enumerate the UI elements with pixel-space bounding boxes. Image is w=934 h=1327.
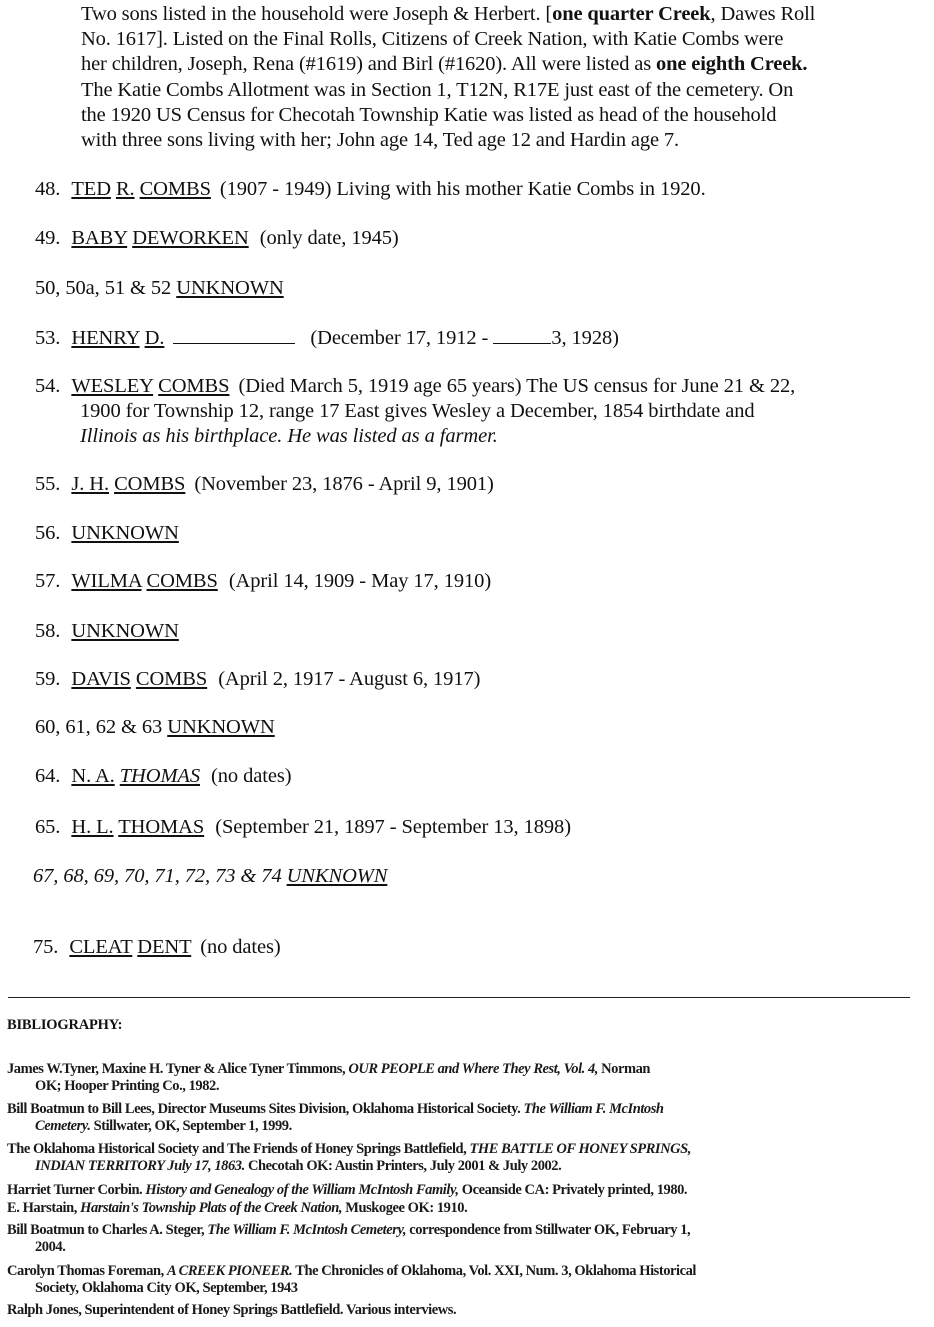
entry-number: 75.: [33, 936, 59, 958]
text: , Dawes Roll: [710, 3, 816, 25]
entry-details: (April 2, 1917 - August 6, 1917): [218, 668, 481, 690]
text: The Chronicles of Oklahoma, Vol. XXI, Num. 3, Oklahoma Historical: [292, 1263, 696, 1279]
entry-number: 65.: [35, 816, 61, 838]
entry-details: (no dates): [211, 765, 292, 787]
entry-name: H. L.: [71, 816, 114, 838]
entry-name: UNKNOWN: [286, 865, 388, 887]
entry-details: (Died March 5, 1919 age 65 years) The US census for June 21 & 22,: [238, 375, 796, 397]
entry-name: TED: [71, 178, 111, 200]
entry-number: 54.: [35, 375, 61, 397]
text: Norman: [597, 1061, 650, 1077]
text: The Oklahoma Historical Society and The Friends of Honey Springs Battlefield,: [7, 1141, 470, 1157]
entry-details: (no dates): [200, 936, 281, 958]
entry-details: 1900 for Township 12, range 17 East gives Wesley a December, 1854 birthdate and: [80, 400, 755, 422]
burial-entry-60-63: [35, 715, 275, 740]
bibliography-entry: [7, 1141, 917, 1176]
entry-details: (April 14, 1909 - May 17, 1910): [228, 570, 492, 592]
bibliography-entry: [7, 1222, 917, 1257]
entry-details: 3, 1928): [551, 327, 619, 349]
burial-entry-50-52: [35, 276, 284, 301]
text: OK; Hooper Printing Co., 1982.: [35, 1078, 219, 1095]
entry-name: UNKNOWN: [71, 620, 179, 642]
burial-entry-64: [35, 764, 291, 789]
text: E. Harstain,: [7, 1200, 81, 1216]
entry-name: COMBS: [146, 570, 218, 592]
section-divider: [8, 997, 910, 998]
burial-entry-53: [35, 325, 619, 351]
burial-entry-65: [35, 815, 571, 840]
entry-number: 56.: [35, 522, 61, 544]
title-text: The William F. McIntosh Cemetery,: [207, 1222, 407, 1238]
entry-number: 57.: [35, 570, 61, 592]
burial-entry-67-74: [33, 864, 387, 889]
text: Checotah OK: Austin Printers, July 2001 & July 2002.: [244, 1158, 562, 1175]
blank-surname-line: [173, 325, 295, 344]
emphasis-text: one eighth Creek.: [656, 53, 808, 76]
entry-name: N. A.: [71, 765, 115, 787]
entry-number: 49.: [35, 227, 61, 249]
title-text: A CREEK PIONEER.: [167, 1263, 293, 1279]
text: Carolyn Thomas Foreman,: [7, 1263, 167, 1279]
entry-name: BABY: [71, 227, 128, 249]
entry-name: THOMAS: [119, 765, 201, 787]
entry-number: 64.: [35, 765, 61, 787]
text: Muskogee OK: 1910.: [342, 1200, 468, 1216]
entry-details: Illinois as his birthplace. He was listed as a farmer.: [80, 425, 498, 447]
entry-name: UNKNOWN: [71, 522, 179, 544]
bibliography-entry: [7, 1182, 917, 1199]
entry-number: 53.: [35, 327, 61, 349]
entry-number: 50, 50a, 51 & 52: [35, 277, 172, 299]
entry-number: 67, 68, 69, 70, 71, 72, 73 & 74: [33, 865, 282, 887]
blank-date-line: [493, 325, 551, 344]
entry-number: 60, 61, 62 & 63: [35, 716, 163, 738]
bibliography-entry: [7, 1061, 917, 1096]
text: Society, Oklahoma City OK, September, 1943: [35, 1280, 298, 1297]
burial-entry-54: [35, 374, 795, 449]
burial-entry-55: [35, 472, 494, 497]
title-text: The William F. McIntosh: [523, 1101, 664, 1117]
title-text: INDIAN TERRITORY July 17, 1863.: [35, 1158, 245, 1175]
entry-name: CLEAT: [69, 936, 133, 958]
entry-number: 58.: [35, 620, 61, 642]
burial-entry-48: [35, 177, 706, 202]
entry-name: WESLEY: [71, 375, 154, 397]
entry-name: R.: [115, 178, 135, 200]
entry-details: (1907 - 1949) Living with his mother Katie Combs in 1920.: [219, 178, 706, 200]
bibliography-entry: Ralph Jones, Superintendent of Honey Springs Battlefield. Various interviews.: [7, 1302, 457, 1318]
entry-name: J. H.: [71, 473, 110, 495]
emphasis-text: one quarter Creek: [552, 3, 711, 25]
text: Oceanside CA: Privately printed, 1980.: [458, 1182, 688, 1198]
title-text: Cemetery.: [35, 1118, 91, 1135]
text: Two sons listed in the household were Joseph & Herbert. [: [81, 3, 553, 25]
entry-details: (September 21, 1897 - September 13, 1898): [215, 816, 571, 838]
entry-name: COMBS: [158, 375, 230, 397]
bibliography-entry: [7, 1263, 917, 1298]
intro-line: The Katie Combs Allotment was in Section 1, T12N, R17E just east of the cemetery. On: [81, 78, 794, 101]
burial-entry-59: [35, 667, 480, 692]
entry-name: D.: [144, 327, 165, 349]
intro-line: [81, 2, 931, 27]
title-text: Harstain's Township Plats of the Creek Nation,: [80, 1200, 343, 1216]
entry-name: WILMA: [71, 570, 142, 592]
burial-entry-56: [35, 521, 179, 546]
intro-paragraph: [81, 2, 931, 153]
text: Harriet Turner Corbin.: [7, 1182, 146, 1198]
text: James W.Tyner, Maxine H. Tyner & Alice Tyner Timmons,: [7, 1061, 349, 1077]
entry-name: THOMAS: [118, 816, 205, 838]
entry-name: COMBS: [114, 473, 186, 495]
text: correspondence from Stillwater OK, February 1,: [406, 1222, 691, 1238]
entry-name: HENRY: [71, 327, 140, 349]
burial-entry-75: [33, 935, 281, 960]
text: Stillwater, OK, September 1, 1999.: [90, 1118, 292, 1135]
entry-details: (December 17, 1912 -: [310, 327, 494, 349]
intro-line: [81, 52, 931, 77]
entry-name: DAVIS: [71, 668, 131, 690]
bibliography-entry: [7, 1200, 917, 1217]
intro-line: No. 1617]. Listed on the Final Rolls, Citizens of Creek Nation, with Katie Combs were: [81, 28, 784, 51]
text: her children, Joseph, Rena (#1619) and Birl (#1620). All were listed as: [81, 53, 657, 76]
burial-entry-57: [35, 569, 491, 594]
text: Bill Boatmun to Bill Lees, Director Museums Sites Division, Oklahoma Historical Society.: [7, 1101, 524, 1117]
entry-name: DENT: [137, 936, 192, 958]
title-text: History and Genealogy of the William McIntosh Family,: [145, 1182, 459, 1198]
title-text: OUR PEOPLE and Where They Rest, Vol. 4,: [348, 1061, 598, 1077]
entry-number: 59.: [35, 668, 61, 690]
entry-name: UNKNOWN: [176, 277, 284, 299]
burial-entry-58: [35, 619, 179, 644]
entry-number: 55.: [35, 473, 61, 495]
text: Bill Boatmun to Charles A. Steger,: [7, 1222, 208, 1238]
burial-entry-49: [35, 226, 399, 251]
entry-name: UNKNOWN: [167, 716, 275, 738]
text: 2004.: [35, 1239, 66, 1256]
entry-name: COMBS: [139, 178, 211, 200]
entry-details: (November 23, 1876 - April 9, 1901): [194, 473, 494, 495]
bibliography-entry: [7, 1101, 917, 1136]
intro-line: the 1920 US Census for Checotah Township Katie was listed as head of the household: [81, 103, 777, 126]
entry-number: 48.: [35, 178, 61, 200]
entry-details: (only date, 1945): [259, 227, 399, 249]
title-text: THE BATTLE OF HONEY SPRINGS,: [469, 1141, 691, 1157]
entry-name: DEWORKEN: [132, 227, 249, 249]
bibliography-heading: BIBLIOGRAPHY:: [7, 1017, 123, 1033]
entry-name: COMBS: [135, 668, 208, 690]
intro-line: with three sons living with her; John age 14, Ted age 12 and Hardin age 7.: [81, 129, 679, 152]
